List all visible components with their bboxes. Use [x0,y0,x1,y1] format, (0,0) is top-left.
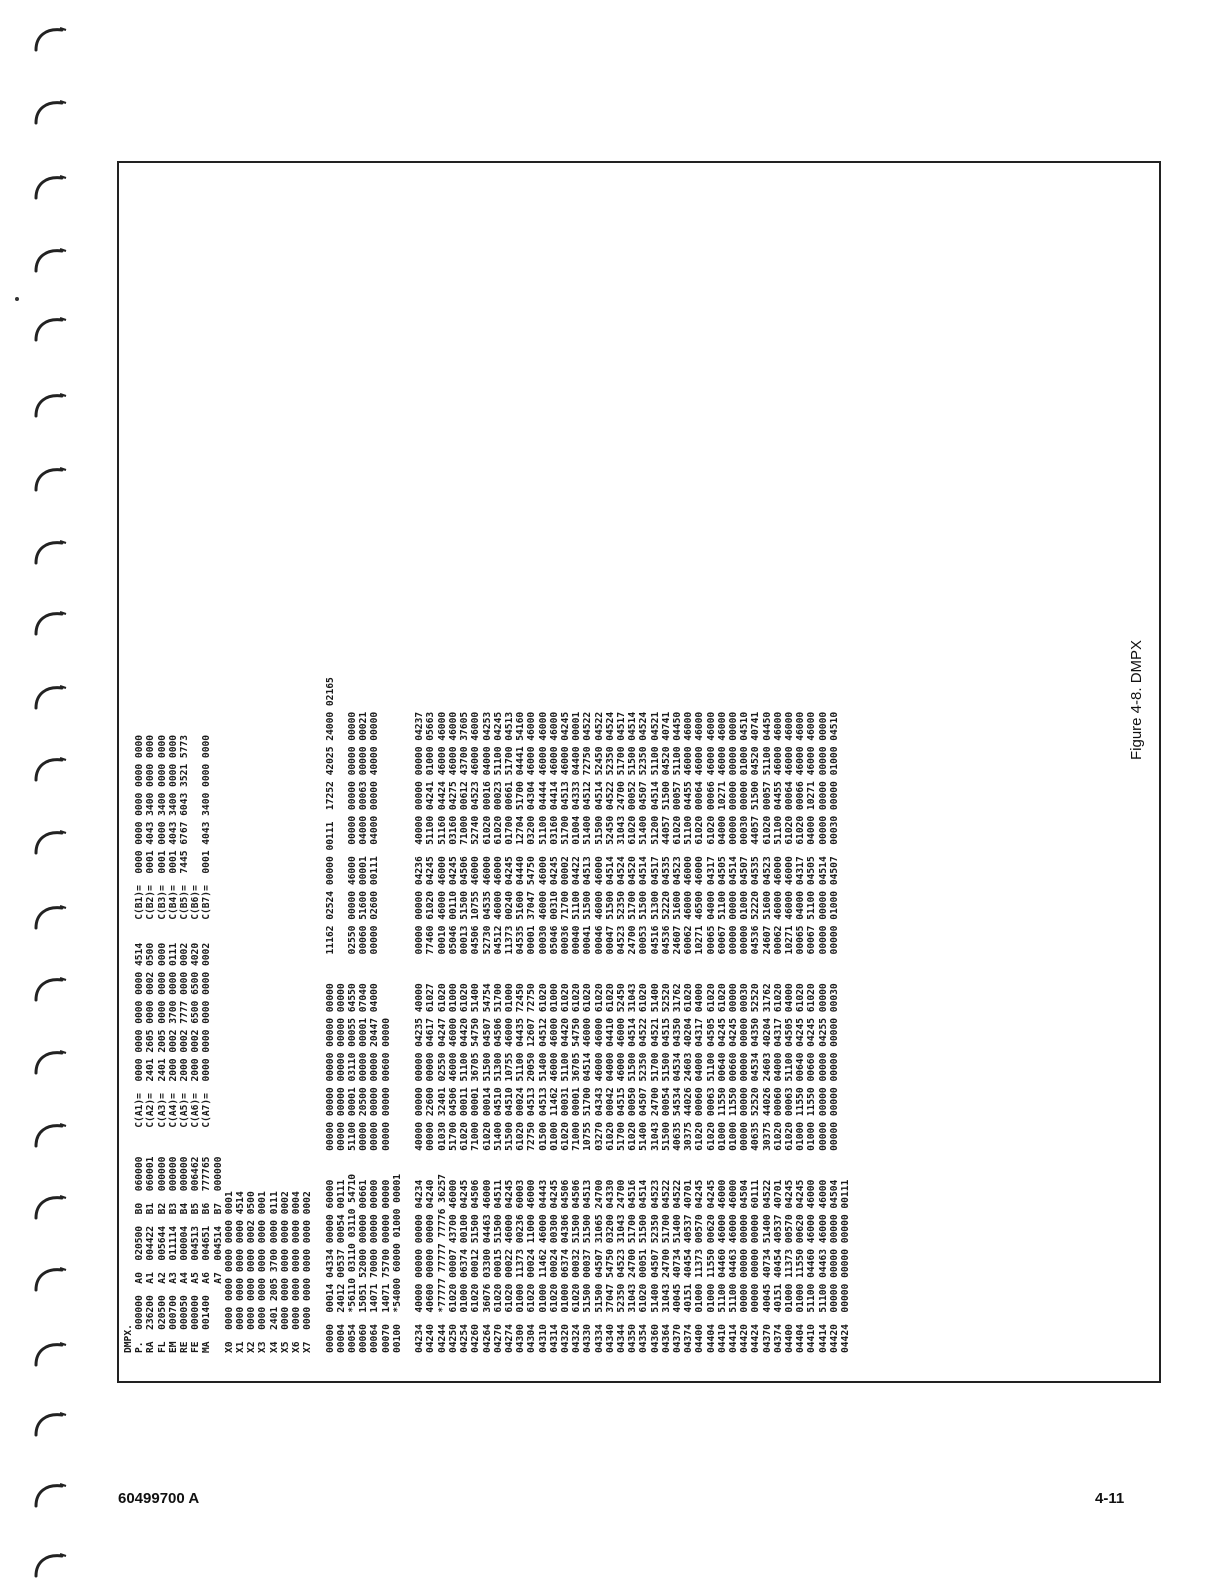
punch-hole-mark [32,312,70,344]
punch-hole-mark [32,22,70,54]
punch-hole-mark [32,243,70,275]
punch-hole-mark [32,825,70,857]
punch-hole-mark [32,462,70,494]
punch-hole-mark [32,752,70,784]
punch-hole-mark [32,1262,70,1294]
document-number: 60499700 A [118,1490,200,1507]
punch-hole-mark [32,900,70,932]
punch-holes-strip [32,0,92,1584]
punch-hole-mark [32,1118,70,1150]
punch-hole-mark [32,1190,70,1222]
punch-hole-mark [32,1337,70,1369]
punch-hole-mark [32,170,70,202]
punch-hole-mark [32,1045,70,1077]
punch-hole-mark [32,1407,70,1439]
dump-listing-text: DMPX. P. 000000 A0 020500 B0 060000 C(A1)= 0000 0000 0000 0000 4514 C(B1)= 0000 0000 0000 0000 0000 RA 236200 A1 004422 B1 060001 C(A2)= 2401 2605 0000 0002 0500 C(B2)= 0001 4043 3400 0000 0000 FL 020500 A2 005644 B2 000000 C(A3)= 2401 2005 0000 0000 0000 C(B3)= 0001 0000 3400 0000 0000 EM 000700 A3 011114 B3 000000 C(A4)= 2000 0002 3700 0000 0111 C(B4)= 0001 4043 3400 0000 0000 RE 000050 A4 000004 B4 000000 C(A5)= 2000 0002 7777 0000 0002 C(B5)= 7445 6767 6043 3521 5773 FE 000000 A5 004513 B5 006462 C(A6)= 2000 0002 6500 6500 4020 C(B6)= MA 001400 A6 004651 B6 777765 C(A7)= 0000 0000 0000 0000 0002 C(B7)= 0001 4043 3400 0000 0000 A7 004514 B7 000000 X0 0000 0000 0000 0000 0001 X1 0000 0000 0000 0000 4514 X2 0000 0000 0000 0002 0500 X3 0000 0000 0000 0000 0001 X4 2401 2005 3700 0000 0111 X5 0000 0000 0000 0000 0002 X6 0000 0000 0000 0000 0004 X7 0000 0000 0000 0000 0002 00000 00014 04334 00000 60000 00000 00000 00000 00000 00000 11162 02524 00000 00111 17252 42025 24000 02165 00004 24012 00537 00054 00111 00000 00000 00000 00000 00000 00054 *56110 03110 03110 54710 51100 00001 03110 00055 64550 02550 00000 46000 00000 00000 00000 00000 00060 15051 52000 00000 00661 00000 20500 00000 00001 07040 00060 51600 00001 04000 00063 00000 00021 00064 14071 70000 00000 00000 00000 00000 00000 20447 04000 00000 02600 00111 04000 00000 40000 00000 00070 14071 75700 00000 00000 00000 00000 00600 00000 00100 *54000 60000 01000 00001 04234 40000 00000 00000 04234 40000 00000 00000 04235 40000 00000 00000 04236 40000 00000 00000 04237 04240 40600 00000 00000 04240 00000 22600 00000 04617 61027 77460 61020 04245 51100 04241 01000 05663 04244 *77777 77777 77776 36257 01030 32401 02550 04247 61020 00010 46000 46000 51160 04424 46000 46000 04250 61020 00007 43700 46000 51700 04506 46000 46000 01000 05046 00110 04245 03160 04275 46000 46000 04254 01000 06374 00100 04245 61020 00011 51100 04420 61020 00013 51500 04506 71000 00612 43700 37605 04260 61020 00012 51500 04506 71000 00001 36705 54750 51400 04506 10755 46000 52740 04523 46000 46000 04264 36076 03300 04463 46000 61020 00014 51500 04507 54754 52730 04535 46000 61020 00016 04000 04253 04270 61020 00015 51500 04511 51400 04510 51300 04506 51700 04512 46000 46000 61020 00023 51100 04245 04274 61020 00022 46000 04245 51500 04510 10755 46000 01000 11373 00240 04245 01700 00661 51700 04513 04300 01000 11373 00236 60003 61020 00024 51100 04435 72450 04535 51600 04440 12704 51700 04441 54160 04304 61020 00024 11000 46000 72750 04513 20050 12607 72750 00001 37047 54750 03200 04304 46000 46000 04310 01000 11462 46000 04443 01500 04513 51400 04512 61020 00030 46000 46000 51100 04444 46000 46000 04314 61020 00024 00300 04245 01000 11462 46000 46000 01000 05046 00310 04245 03160 04414 46000 46000 04320 01000 06374 04306 04506 61020 00031 51100 04420 61020 00036 71700 00002 51700 04513 46000 04245 04324 61020 00032 51500 04506 71000 00001 36705 54750 61020 00040 51100 04422 01004 04333 04400 00001 04330 51500 00037 51500 04513 10755 51700 04514 46000 61020 00041 51500 04513 51400 04512 72750 04522 04334 51500 04507 31065 24700 03270 04343 46000 46000 61020 00046 46000 46000 51500 04514 52450 04522 04340 37047 54750 03200 04330 61020 00042 04000 04410 61020 00047 51500 04514 52450 04522 52350 04524 04344 52350 04523 31043 24700 51700 04515 46000 46000 52450 04523 52350 04524 31043 24700 51700 04517 04350 31043 24700 51700 04516 61020 00050 51500 04514 31043 24700 51700 04520 61020 00052 51500 04514 04354 61020 00051 51500 04514 51400 04507 52350 04522 61020 00053 51500 04514 51400 04507 52350 04524 04360 51400 04507 52350 04523 31043 24700 51700 04521 51400 04516 51300 04517 51200 04514 51100 04521 04364 31043 24700 51700 04522 51500 00054 51500 04515 52520 04536 52220 04535 44057 51500 04520 40741 04370 40045 40734 51400 04522 40635 54534 04534 04350 31762 24607 51600 04523 61020 00057 51100 04450 04374 40151 40454 40537 40701 30375 44026 24603 40204 61020 60062 46000 46000 51100 04455 46000 46000 04400 01000 11373 00570 04245 61020 00060 04000 04317 04000 10271 46500 46000 61020 00064 46000 46000 04404 01000 11550 00620 04245 61020 00063 51100 04505 61020 00065 04000 04317 61020 00066 46000 46000 04410 51100 04460 46000 46000 01000 11550 00640 04245 61020 60067 51100 04505 04000 10271 46000 46000 04414 51100 04463 46000 46000 01000 11550 00660 04245 00000 00000 00000 04514 00000 00000 00000 00000 04420 00000 00000 00000 04504 00000 00000 00000 00000 00030 00000 01000 04507 00030 00000 01000 04510 04424 00000 00000 00000 60111 40635 52520 04534 04350 52520 04536 52220 04535 44057 51500 04520 40741 04370 40045 40734 51400 04522 30375 44026 24603 40204 31762 24607 51600 04523 61020 00057 51100 04450 04374 40151 40454 40537 40701 61020 00060 04000 04317 61020 00062 46000 46000 51100 04455 46000 46000 04400 01000 11373 00570 04245 61020 00063 51100 04505 04000 10271 46000 46000 61020 00064 46000 46000 04404 01000 11550 00620 04245 01000 11550 00640 04245 61020 00065 04000 04317 61020 00066 46000 46000 04410 51100 04460 46000 46000 01000 11550 00660 04245 61020 60067 51100 04505 04000 10271 46000 46000 04414 51100 04463 46000 46000 00000 00000 00000 04255 00000 00000 00000 04514 00000 00000 00000 00000 04420 00000 00000 00000 04504 00000 00000 00000 00000 00030 00000 01000 04507 00030 00000 01000 04510 04424 00000 00000 00000 00111 [123,677,851,1353]
page-number: 4-11 [1095,1490,1125,1507]
dump-listing-frame [117,161,1161,1383]
punch-hole-mark [32,95,70,127]
punch-hole-mark [32,1478,70,1510]
punch-hole-mark [32,388,70,420]
scan-speck [15,297,19,301]
dump-listing-rotated [119,163,1161,1383]
punch-hole-mark [32,1548,70,1580]
punch-hole-mark [32,972,70,1004]
punch-hole-mark [32,606,70,638]
punch-hole-mark [32,680,70,712]
punch-hole-mark [32,535,70,567]
figure-caption: Figure 4-8. DMPX [1128,639,1145,760]
